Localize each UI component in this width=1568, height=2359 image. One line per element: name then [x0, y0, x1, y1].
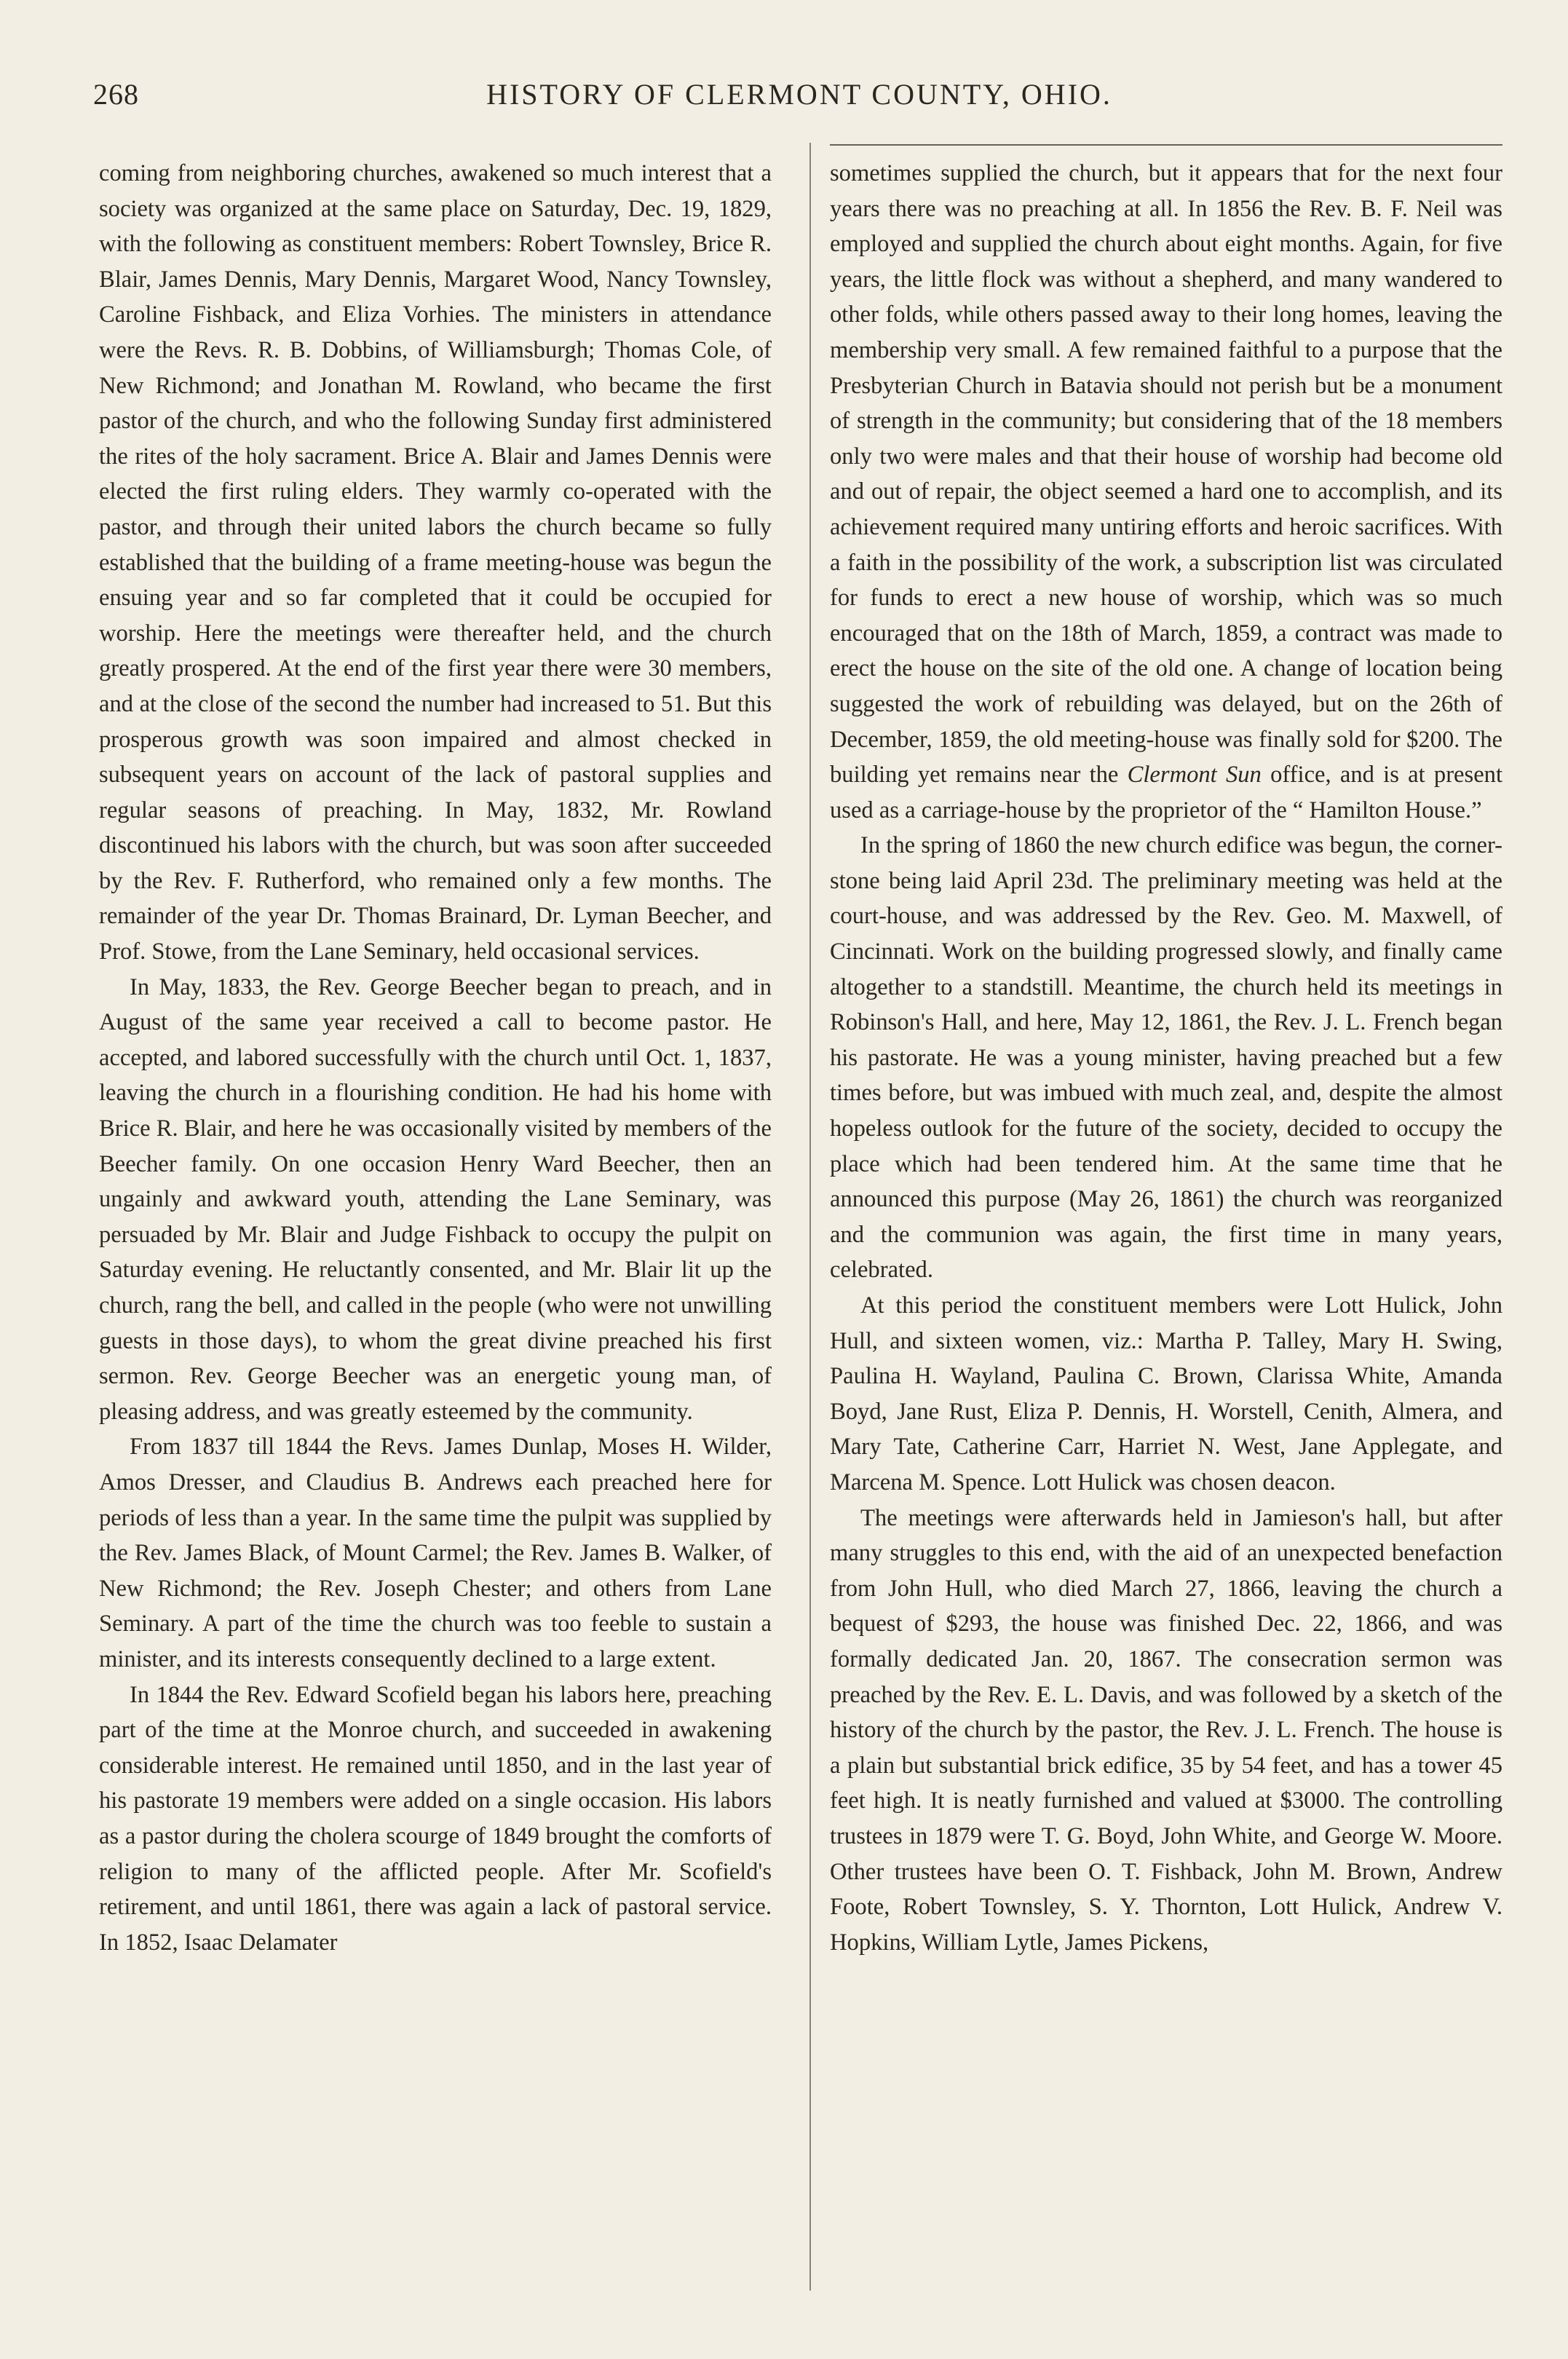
page-number: 268 — [93, 78, 139, 111]
paragraph: coming from neighboring churches, awakened so much interest that a society was organized at the same place on Saturday, Dec. 19, 1829, with the following as constituent members: Robert Townsley, Brice R. Blair, James Dennis, Mary Dennis, Margaret Wood, Nancy Townsley, Caroline Fishback, and Eliza Vorhies. The ministers in attendance were the Revs. R. B. Dobbins, of Williamsburgh; Thomas Cole, of New Richmond; and Jonathan M. Rowland, who became the first pastor of the church, and who the following Sunday first administered the rites of the holy sacrament. Brice A. Blair and James Dennis were elected the first ruling elders. They warmly co-operated with the pastor, and through their united labors the church became so fully established that the building of a frame meeting-house was begun the ensuing year and so far completed that it could be occupied for worship. Here the meetings were thereafter held, and the church greatly prospered. At the end of the first year there were 30 members, and at the close of the second the number had increased to 51. But this prosperous growth was soon impaired and almost checked in subsequent years on account of the lack of pastoral supplies and regular seasons of preaching. In May, 1832, Mr. Rowland discontinued his labors with the church, but was soon after succeeded by the Rev. F. Rutherford, who remained only a few months. The remainder of the year Dr. Thomas Brainard, Dr. Lyman Beecher, and Prof. Stowe, from the Lane Seminary, held occasional services. — [99, 160, 772, 965]
right-column — [830, 156, 1502, 1960]
newspaper-title: Clermont Sun — [1127, 762, 1262, 789]
paragraph: In May, 1833, the Rev. George Beecher began to preach, and in August of the same year received a call to become pastor. He accepted, and labored successfully with the church until Oct. 1, 1837, leaving the church in a flourishing condition. He had his home with Brice R. Blair, and here he was occasionally visited by members of the Beecher family. On one occasion Henry Ward Beecher, then an ungainly and awkward youth, attending the Lane Seminary, was persuaded by Mr. Blair and Judge Fishback to occupy the pulpit on Saturday evening. He reluctantly consented, and Mr. Blair lit up the church, rang the bell, and called in the people (who were not unwilling guests in those days), to whom the great divine preached his first sermon. Rev. George Beecher was an energetic young man, of pleasing address, and was greatly esteemed by the community. — [99, 973, 772, 1425]
column-divider — [809, 143, 811, 2291]
paragraph: In 1844 the Rev. Edward Scofield began his labors here, preaching part of the time at the Monroe church, and succeeded in awakening considerable interest. He remained until 1850, and in the last year of his pastorate 19 members were added on a single occasion. His labors as a pastor during the cholera scourge of 1849 brought the comforts of religion to many of the afflicted people. After Mr. Scofield's retirement, and until 1861, there was again a lack of pastoral service. In 1852, Isaac Delamater — [99, 1681, 772, 1956]
paragraph: In the spring of 1860 the new church edifice was begun, the corner-stone being laid April 23d. The preliminary meeting was held at the court-house, and was addressed by the Rev. Geo. M. Maxwell, of Cincinnati. Work on the building progressed slowly, and finally came altogether to a standstill. Meantime, the church held its meetings in Robinson's Hall, and here, May 12, 1861, the Rev. J. L. French began his pastorate. He was a young minister, having preached but a few times before, but was imbued with much zeal, and, despite the almost hopeless outlook for the future of the society, decided to occupy the place which had been tendered him. At the same time that he announced this purpose (May 26, 1861) the church was reorganized and the communion was again, the first time in many years, celebrated. — [830, 832, 1502, 1284]
column-top-rule — [830, 144, 1502, 146]
left-column — [99, 156, 772, 1960]
paragraph: At this period the constituent members were Lott Hulick, John Hull, and sixteen women, viz.: Martha P. Talley, Mary H. Swing, Paulina H. Wayland, Paulina C. Brown, Clarissa White, Amanda Boyd, Jane Rust, Eliza P. Dennis, H. Worstell, Cenith, Almera, and Mary Tate, Catherine Carr, Harriet N. West, Jane Applegate, and Marcena M. Spence. Lott Hulick was chosen deacon. — [830, 1292, 1502, 1495]
page-header — [93, 77, 1505, 121]
paragraph: From 1837 till 1844 the Revs. James Dunlap, Moses H. Wilder, Amos Dresser, and Claudius B. Andrews each preached here for periods of less than a year. In the same time the pulpit was supplied by the Rev. James Black, of Mount Carmel; the Rev. James B. Walker, of New Richmond; the Rev. Joseph Chester; and others from Lane Seminary. A part of the time the church was too feeble to sustain a minister, and its interests consequently declined to a large extent. — [99, 1434, 772, 1672]
paragraph-text: sometimes supplied the church, but it appears that for the next four years there was no preaching at all. In 1856 the Rev. B. F. Neil was employed and supplied the church about eight months. Again, for five years, the little flock was without a shepherd, and many wandered to other folds, while others passed away to their long homes, leaving the membership very small. A few remained faithful to a purpose that the Presbyterian Church in Batavia should not perish but be a monument of strength in the community; but considering that of the 18 members only two were males and that their house of worship had become old and out of repair, the object seemed a hard one to accomplish, and its achievement required many untiring efforts and heroic sacrifices. With a faith in the possibility of the work, a subscription list was circulated for funds to erect a new house of worship, which was so much encouraged that on the 18th of March, 1859, a contract was made to erect the house on the site of the old one. A change of location being suggested the work of rebuilding was delayed, but on the 26th of December, 1859, the old meeting-house was finally sold for $200. The building yet remains near the — [830, 160, 1502, 789]
paragraph: The meetings were afterwards held in Jamieson's hall, but after many struggles to this end, with the aid of an unexpected benefaction from John Hull, who died March 27, 1866, leaving the church a bequest of $293, the house was finished Dec. 22, 1866, and was formally dedicated Jan. 20, 1867. The consecration sermon was preached by the Rev. E. L. Davis, and was followed by a sketch of the history of the church by the pastor, the Rev. J. L. French. The house is a plain but substantial brick edifice, 35 by 54 feet, and has a tower 45 feet high. It is neatly furnished and valued at $3000. The controlling trustees in 1879 were T. G. Boyd, John White, and George W. Moore. Other trustees have been O. T. Fishback, John M. Brown, Andrew Foote, Robert Townsley, S. Y. Thornton, Lott Hulick, Andrew V. Hopkins, William Lytle, James Pickens, — [830, 1504, 1502, 1956]
paragraph — [830, 156, 1502, 828]
running-title: HISTORY OF CLERMONT COUNTY, OHIO. — [486, 78, 1112, 111]
paragraph-text: office, and is at present used as a carriage-house by the proprietor of the “ Hamilton House.” — [830, 762, 1502, 823]
